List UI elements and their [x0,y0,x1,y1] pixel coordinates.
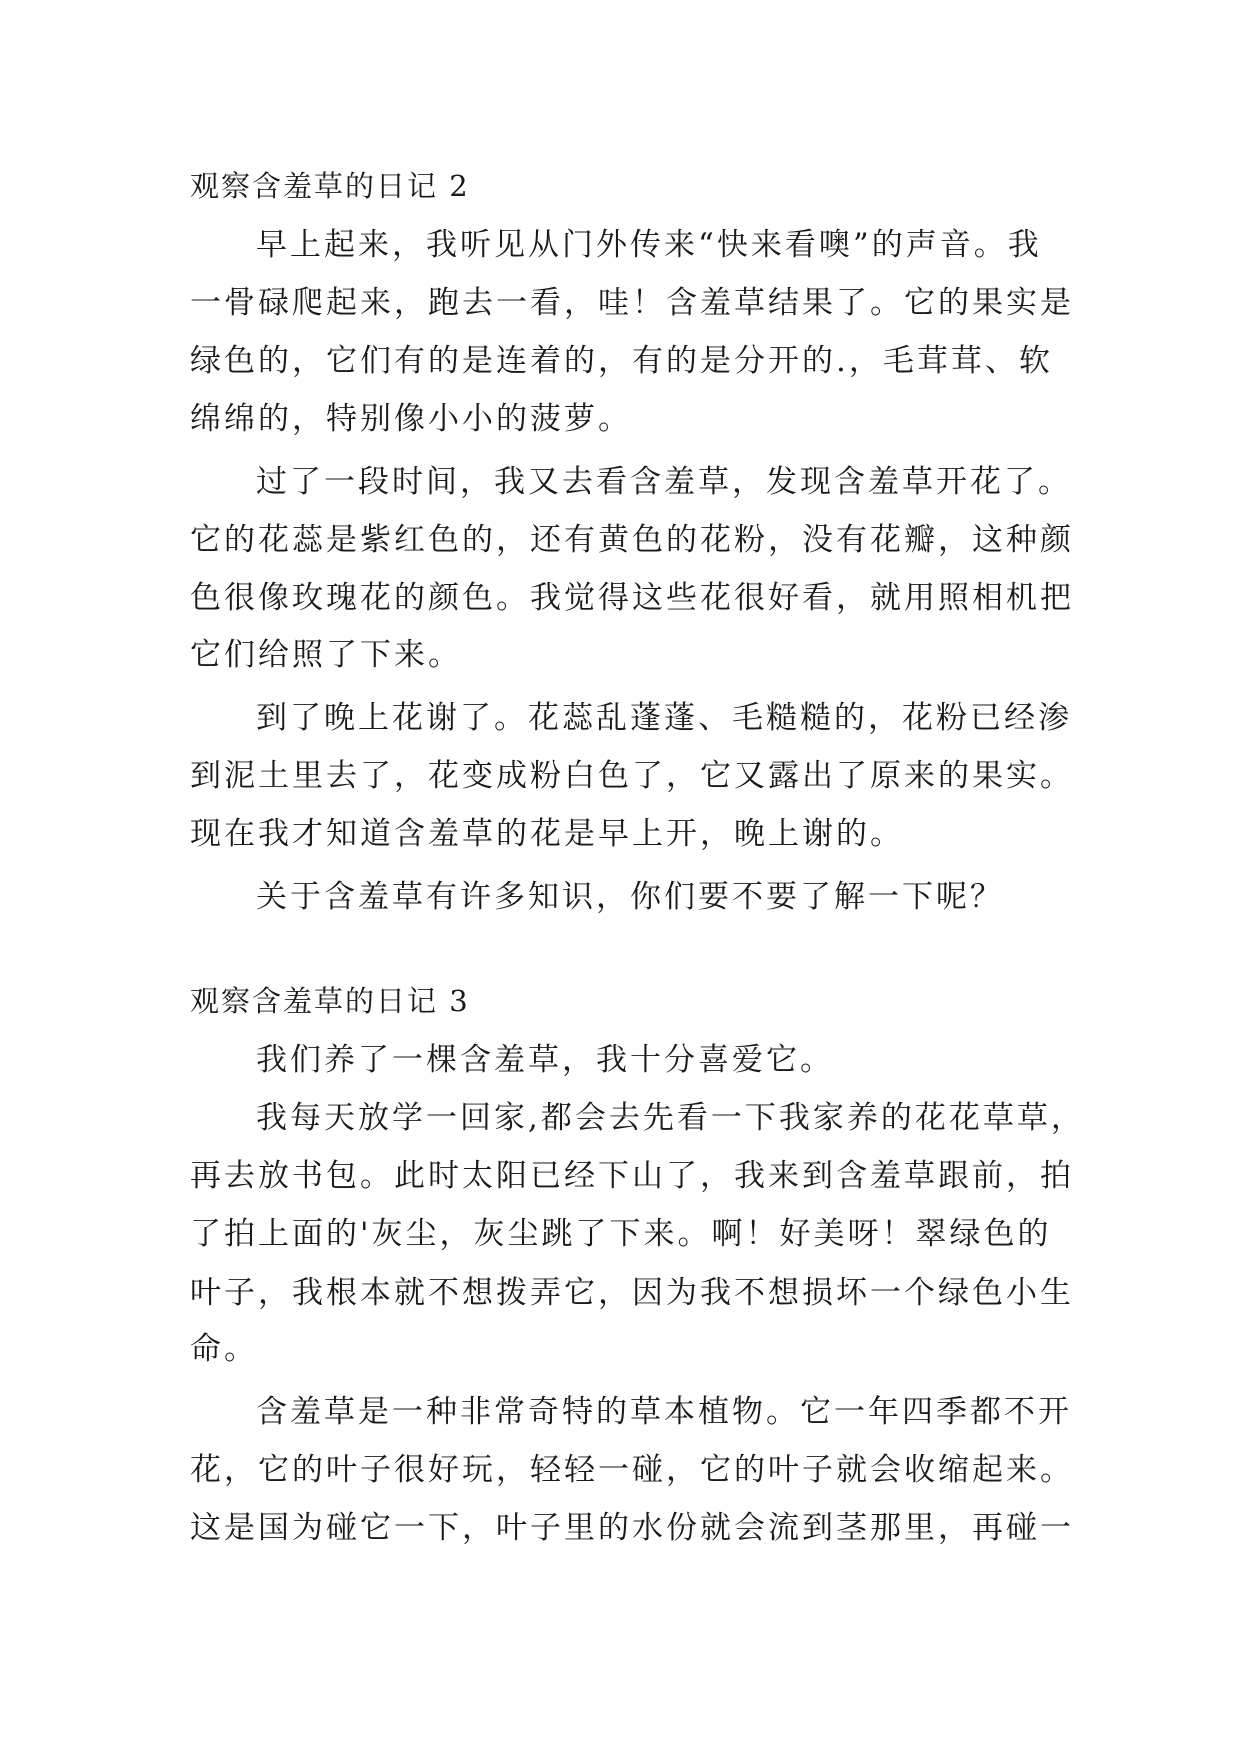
paragraph-line: 花，它的叶子很好玩，轻轻一碰，它的叶子就会收缩起来。 [190,1452,1074,1488]
section-title: 观察含羞草的日记 2 [190,169,470,203]
paragraph-line: 我每天放学一回家,都会去先看一下我家养的花花草草， [256,1100,1085,1136]
paragraph-line: 再去放书包。此时太阳已经下山了，我来到含羞草跟前，拍 [190,1158,1074,1194]
paragraph-line: 它的花蕊是紫红色的，还有黄色的花粉，没有花瓣，这种颜 [190,522,1074,558]
paragraph-line: 现在我才知道含羞草的花是早上开，晚上谢的。 [190,816,904,852]
paragraph-line: 叶子，我根本就不想拨弄它，因为我不想损坏一个绿色小生 [190,1275,1074,1311]
paragraph-line: 色很像玫瑰花的颜色。我觉得这些花很好看，就用照相机把 [190,580,1074,616]
paragraph-line: 含羞草是一种非常奇特的草本植物。它一年四季都不开 [256,1394,1072,1430]
paragraph-line: 我们养了一棵含羞草，我十分喜爱它。 [256,1042,834,1078]
paragraph-line: 到泥土里去了，花变成粉白色了，它又露出了原来的果实。 [190,758,1074,794]
paragraph-line: 这是国为碰它一下，叶子里的水份就会流到茎那里，再碰一 [190,1510,1074,1546]
paragraph-line: 绵绵的，特别像小小的菠萝。 [190,401,632,437]
paragraph-line: 绿色的，它们有的是连着的，有的是分开的.，毛茸茸、软 [190,343,1053,379]
paragraph-line: 命。 [190,1331,258,1367]
paragraph-line: 它们给照了下来。 [190,637,462,673]
paragraph-line: 到了晚上花谢了。花蕊乱蓬蓬、毛糙糙的，花粉已经渗 [256,700,1072,736]
paragraph-line: 关于含羞草有许多知识，你们要不要了解一下呢？ [256,879,1004,915]
paragraph-line: 过了一段时间，我又去看含羞草，发现含羞草开花了。 [256,464,1072,500]
paragraph-line: 一骨碌爬起来，跑去一看，哇！含羞草结果了。它的果实是 [190,285,1074,321]
paragraph-line: 了拍上面的'灰尘，灰尘跳了下来。啊！好美呀！翠绿色的 [190,1216,1052,1252]
paragraph-line: 早上起来，我听见从门外传来“快来看噢”的声音。我 [256,227,1042,263]
section-title: 观察含羞草的日记 3 [190,984,470,1018]
